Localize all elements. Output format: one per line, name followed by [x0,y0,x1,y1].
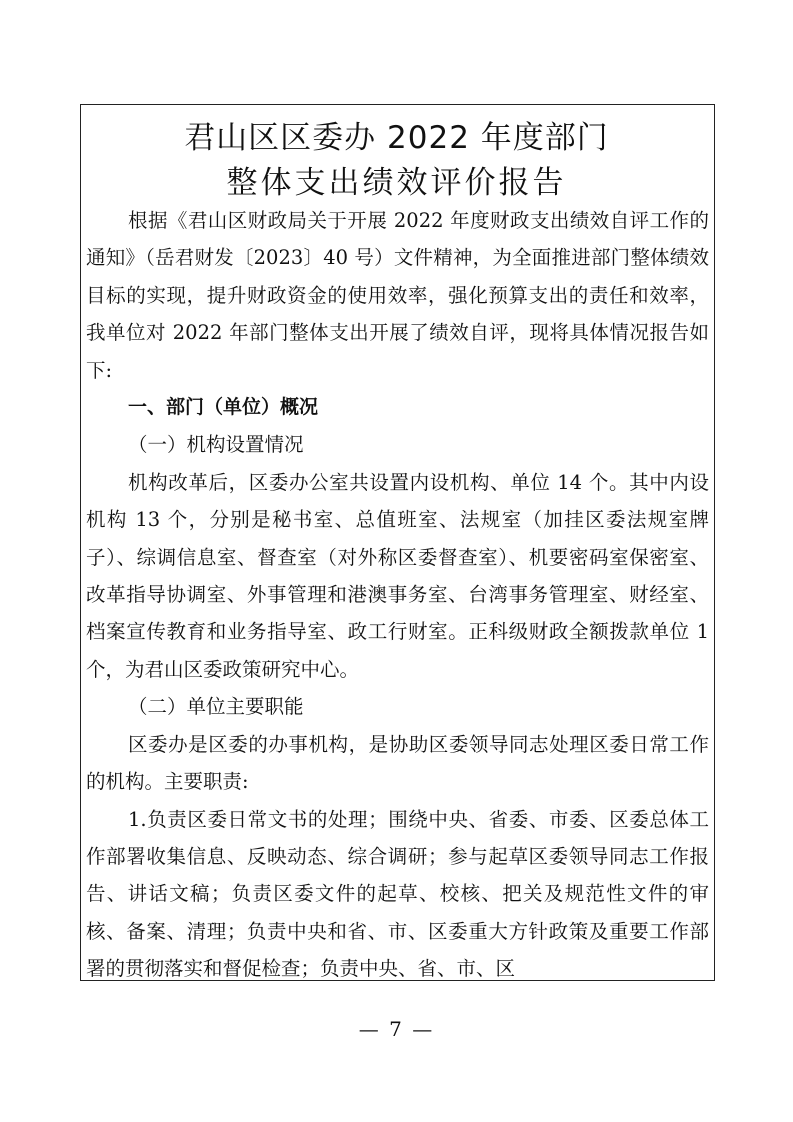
page-number: — 7 — [358,1017,435,1041]
duty-item-1: 1.负责区委日常文书的处理；围绕中央、省委、市委、区委总体工作部署收集信息、反映动态、综合调研；参与起草区委领导同志工作报告、讲话文稿；负责区委文件的起草、校核、把关及规范性文件的审核、备案、清理；负责中央和省、市、区委重大方针政策及重要工作部署的贯彻落实和督促检查；负责中央、省、市、区 [86,807,709,981]
document-body [86,202,709,988]
subsection2-heading: （二）单位主要职能 [128,695,304,719]
subsection1-heading: （一）机构设置情况 [128,433,304,457]
subsection2-paragraph: 区委办是区委的办事机构，是协助区委领导同志处理区委日常工作的机构。主要职责: [86,732,709,794]
section1-heading: 一、部门（单位）概况 [128,396,319,419]
document-title-line2: 整体支出绩效评价报告 [226,165,567,201]
document-title-line1: 君山区区委办 2022 年度部门 [184,120,609,156]
subsection1-paragraph: 机构改革后，区委办公室共设置内设机构、单位 14 个。其中内设机构 13 个，分别是秘书室、总值班室、法规室（加挂区委法规室牌子）、综调信息室、督查室（对外称区委督查室）、机要密码室保密室、改革指导协调室、外事管理和港澳事务室、台湾事务管理室、财经室、档案宣传教育和业务指导室、政工行财室。正科级财政全额拨款单位 1 个，为君山区委政策研究中心。 [86,470,709,681]
intro-paragraph: 根据《君山区财政局关于开展 2022 年度财政支出绩效自评工作的通知》（岳君财发〔2023〕40 号）文件精神，为全面推进部门整体绩效目标的实现，提升财政资金的使用效率，强化预算支出的责任和效率，我单位对 2022 年部门整体支出开展了绩效自评，现将具体情况报告如下: [86,209,709,382]
